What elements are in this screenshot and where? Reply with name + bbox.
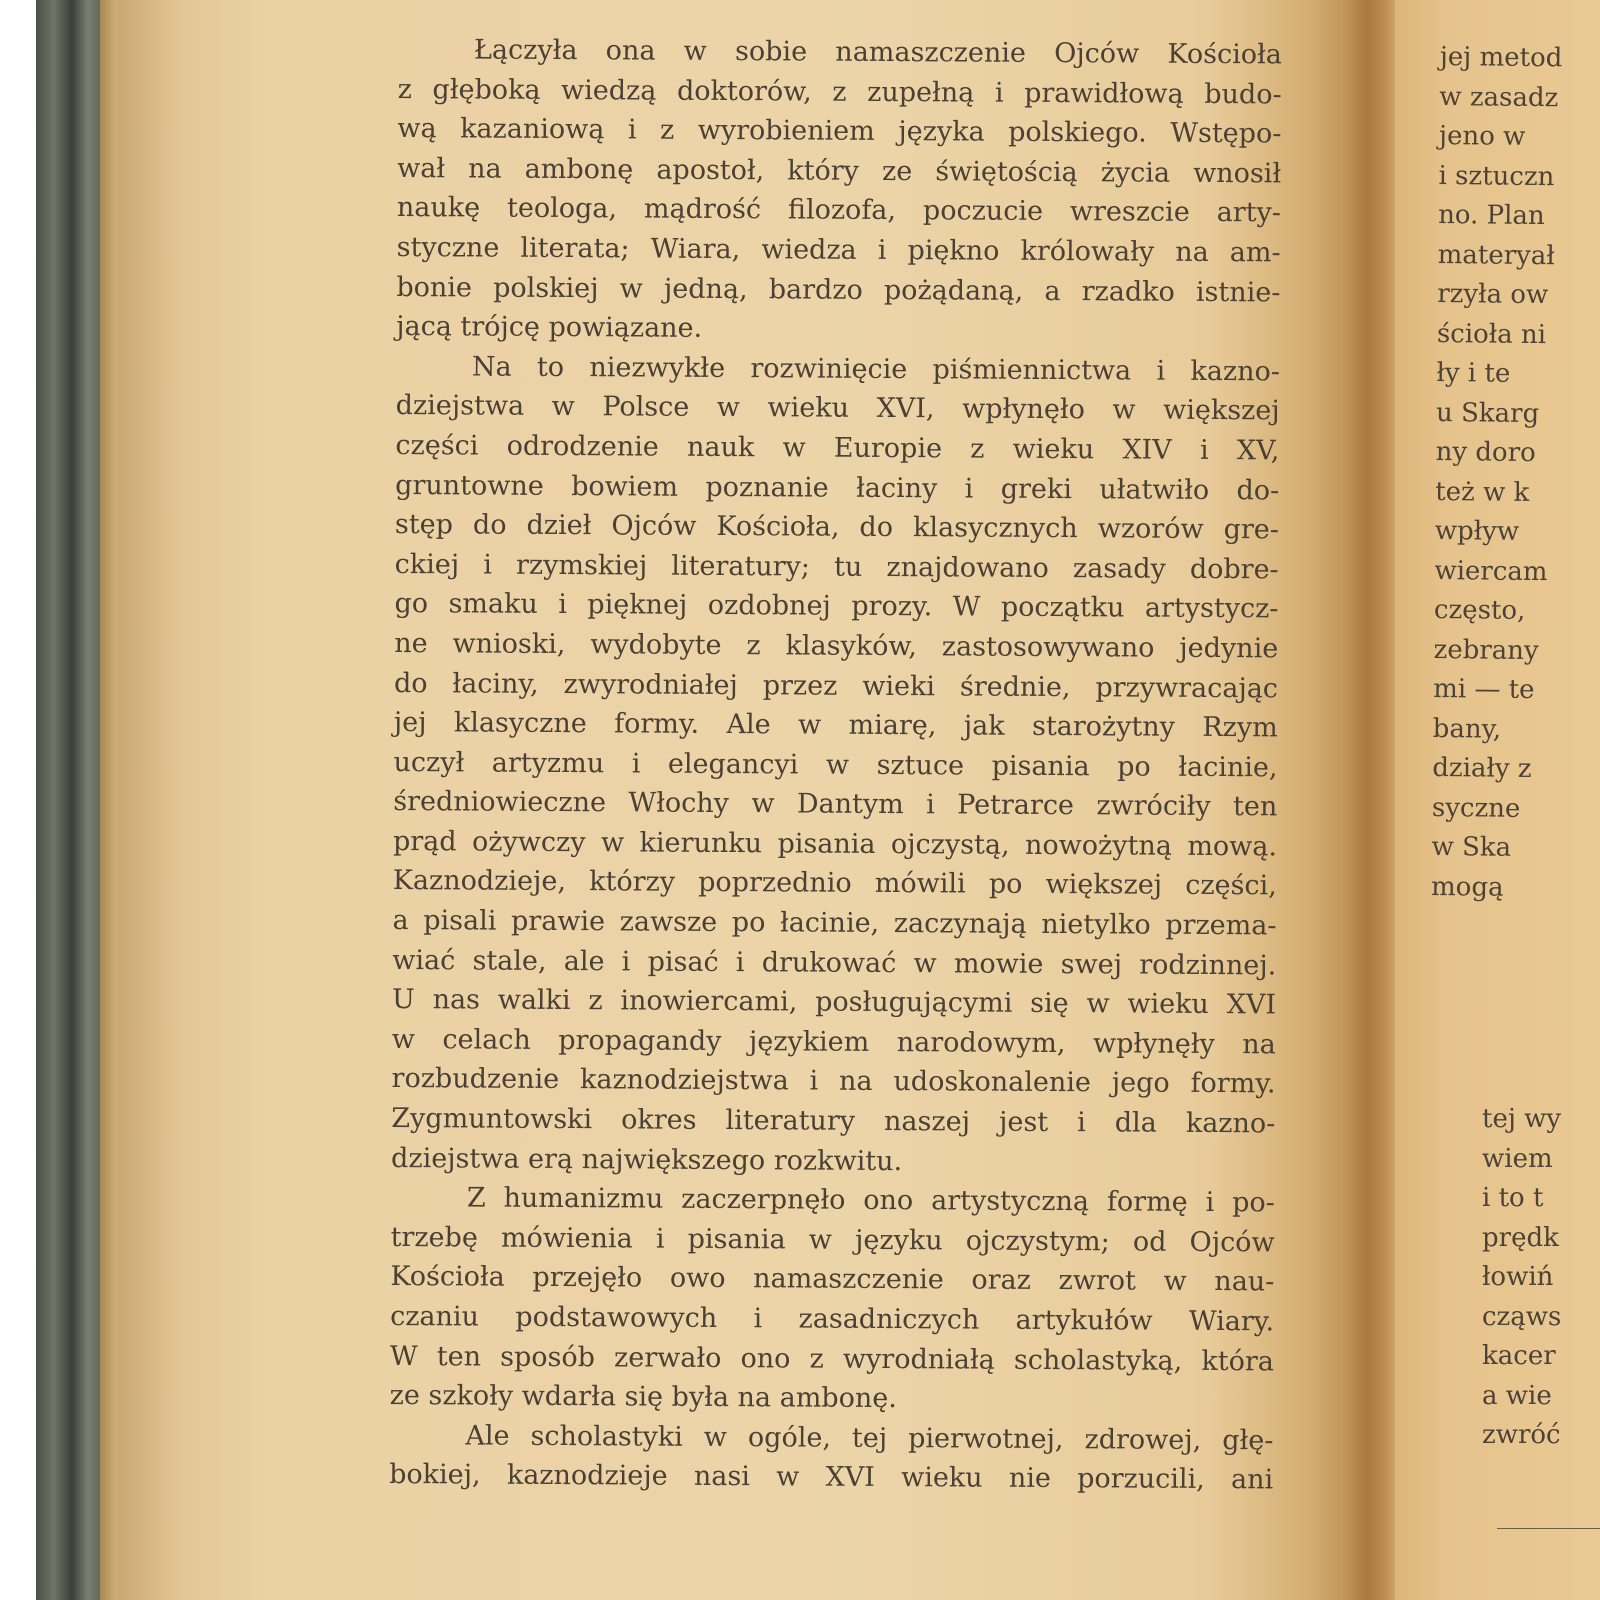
text-line: Ale scholastyki w ogóle, tej pierwotnej, zdrowej, głę- <box>465 1420 1274 1457</box>
text-line: wiać stale, ale i pisać i drukować w mowie swej rodzinnej. <box>392 944 1277 982</box>
text-line: wpływ <box>1434 515 1520 547</box>
text-line: materyał <box>1437 239 1555 271</box>
text-line: syczne <box>1431 792 1521 824</box>
text-line: średniowieczne Włochy w Dantym i Petrarce zwróciły ten <box>393 786 1278 823</box>
text-line: wą kazaniową i z wyrobieniem języka polskiego. Wstępo- <box>397 113 1282 150</box>
text-line: Na to niezwykłe rozwinięcie piśmiennictwa i kazno- <box>471 351 1281 388</box>
text-line: części odrodzenie nauk w Europie z wieku XIV i XV, <box>395 429 1280 467</box>
text-line: bany, <box>1432 713 1502 745</box>
text-line: do łaciny, zwyrodniałej przez wieki średnie, przywracając <box>393 667 1279 704</box>
text-line: zwróć <box>1482 1420 1561 1450</box>
text-line: Zygmuntowski okres literatury naszej jest i dla kazno- <box>391 1103 1276 1140</box>
text-line: w celach propagandy językiem narodowym, wpłynęły na <box>391 1023 1276 1061</box>
text-line: często, <box>1433 594 1526 626</box>
text-line: w zasadz <box>1439 81 1559 113</box>
text-line: ścioła ni <box>1436 318 1547 350</box>
main-page-text <box>389 30 1282 1500</box>
text-line: stęp do dzieł Ojców Kościoła, do klasycznych wzorów gre- <box>394 509 1280 546</box>
text-line: dziejstwa w Polsce w wieku XVI, wpłynęło w większej <box>395 390 1280 427</box>
text-line: wiem <box>1482 1143 1553 1174</box>
text-line: wał na ambonę apostoł, który ze świętością życia wnosił <box>397 152 1282 190</box>
page-gutter <box>1340 0 1400 1600</box>
text-line: ckiej i rzymskiej literatury; tu znajdowano zasady dobre- <box>394 548 1279 586</box>
text-line: ły i te <box>1436 357 1511 389</box>
text-line: Z humanizmu zaczerpnęło ono artystyczną formę i po- <box>466 1182 1275 1219</box>
text-line: ze szkoły wdarła się była na ambonę. <box>389 1380 897 1415</box>
text-line: w Ska <box>1431 831 1512 863</box>
text-line: działy z <box>1432 752 1532 784</box>
text-line: i sztuczn <box>1438 160 1555 192</box>
text-line: a wie <box>1482 1380 1552 1411</box>
text-line: styczne literata; Wiara, wiedza i piękno królowały na am- <box>396 231 1281 269</box>
right-page-text-lower <box>1482 1100 1600 1456</box>
text-line: prędk <box>1482 1222 1559 1253</box>
text-line: Kaznodzieje, którzy poprzednio mówili po większej części, <box>392 865 1277 902</box>
text-line: no. Plan <box>1437 199 1545 232</box>
text-line: jącą trójcę powiązane. <box>396 311 703 345</box>
text-line: i to t <box>1482 1183 1544 1213</box>
right-page-text-upper <box>1431 38 1600 909</box>
text-line: też w k <box>1435 476 1530 508</box>
text-line: trzebę mówienia i pisania w języku ojczystym; od Ojców <box>390 1221 1275 1259</box>
text-line: wiercam <box>1434 555 1548 587</box>
footnote-rule <box>1497 1528 1600 1529</box>
text-line: go smaku i pięknej ozdobnej prozy. W początku artystycz- <box>394 588 1279 625</box>
text-line: jej klasyczne formy. Ale w miarę, jak starożytny Rzym <box>393 707 1278 744</box>
text-line: bokiej, kaznodzieje nasi w XVI wieku nie porzucili, ani <box>389 1459 1274 1496</box>
text-line: prąd ożywczy w kierunku pisania ojczystą, nowożytną mową. <box>392 825 1278 863</box>
text-line: gruntowne bowiem poznanie łaciny i greki ułatwiło do- <box>395 469 1280 506</box>
text-line: zebrany <box>1433 634 1539 666</box>
text-line: bonie polskiej w jedną, bardzo pożądaną, a rzadko istnie- <box>396 271 1281 308</box>
text-line: naukę teologa, mądrość filozofa, poczucie wreszcie arty- <box>396 192 1281 229</box>
text-line: kacer <box>1482 1341 1556 1371</box>
text-line: rzyła ow <box>1437 278 1549 311</box>
text-line: ny doro <box>1435 436 1536 469</box>
text-line: U nas walki z inowiercami, posługującymi się w wieku XVI <box>391 984 1277 1021</box>
text-line: Łączyła ona w sobie namaszczenie Ojców Kościoła <box>473 34 1282 71</box>
text-line: ne wnioski, wydobyte z klasyków, zastosowywano jedynie <box>394 627 1279 665</box>
text-line: łowiń <box>1482 1262 1554 1292</box>
text-line: mi — te <box>1433 673 1535 706</box>
text-line: u Skarg <box>1435 397 1540 429</box>
text-line: cząws <box>1482 1301 1562 1332</box>
book-cover <box>36 0 108 1600</box>
text-line: uczył artyzmu i elegancyi w sztuce pisania po łacinie, <box>393 746 1278 784</box>
text-line: W ten sposób zerwało ono z wyrodniałą scholastyką, która <box>389 1340 1274 1377</box>
text-line: czaniu podstawowych i zasadniczych artykułów Wiary. <box>390 1300 1275 1338</box>
text-line: tej wy <box>1482 1104 1562 1134</box>
text-line: jej metod <box>1439 41 1563 74</box>
text-line: dziejstwa erą największego rozkwitu. <box>391 1142 903 1177</box>
text-line: Kościoła przejęło owo namaszczenie oraz zwrot w nau- <box>390 1261 1275 1298</box>
text-line: rozbudzenie kaznodziejstwa i na udoskonalenie jego formy. <box>391 1063 1276 1100</box>
text-line: z głęboką wiedzą doktorów, z zupełną i prawidłową budo- <box>397 73 1282 110</box>
background <box>0 0 40 1600</box>
text-line: mogą <box>1430 871 1504 903</box>
text-line: jeno w <box>1438 120 1526 152</box>
text-line: a pisali prawie zawsze po łacinie, zaczynają nietylko przema- <box>392 905 1277 942</box>
